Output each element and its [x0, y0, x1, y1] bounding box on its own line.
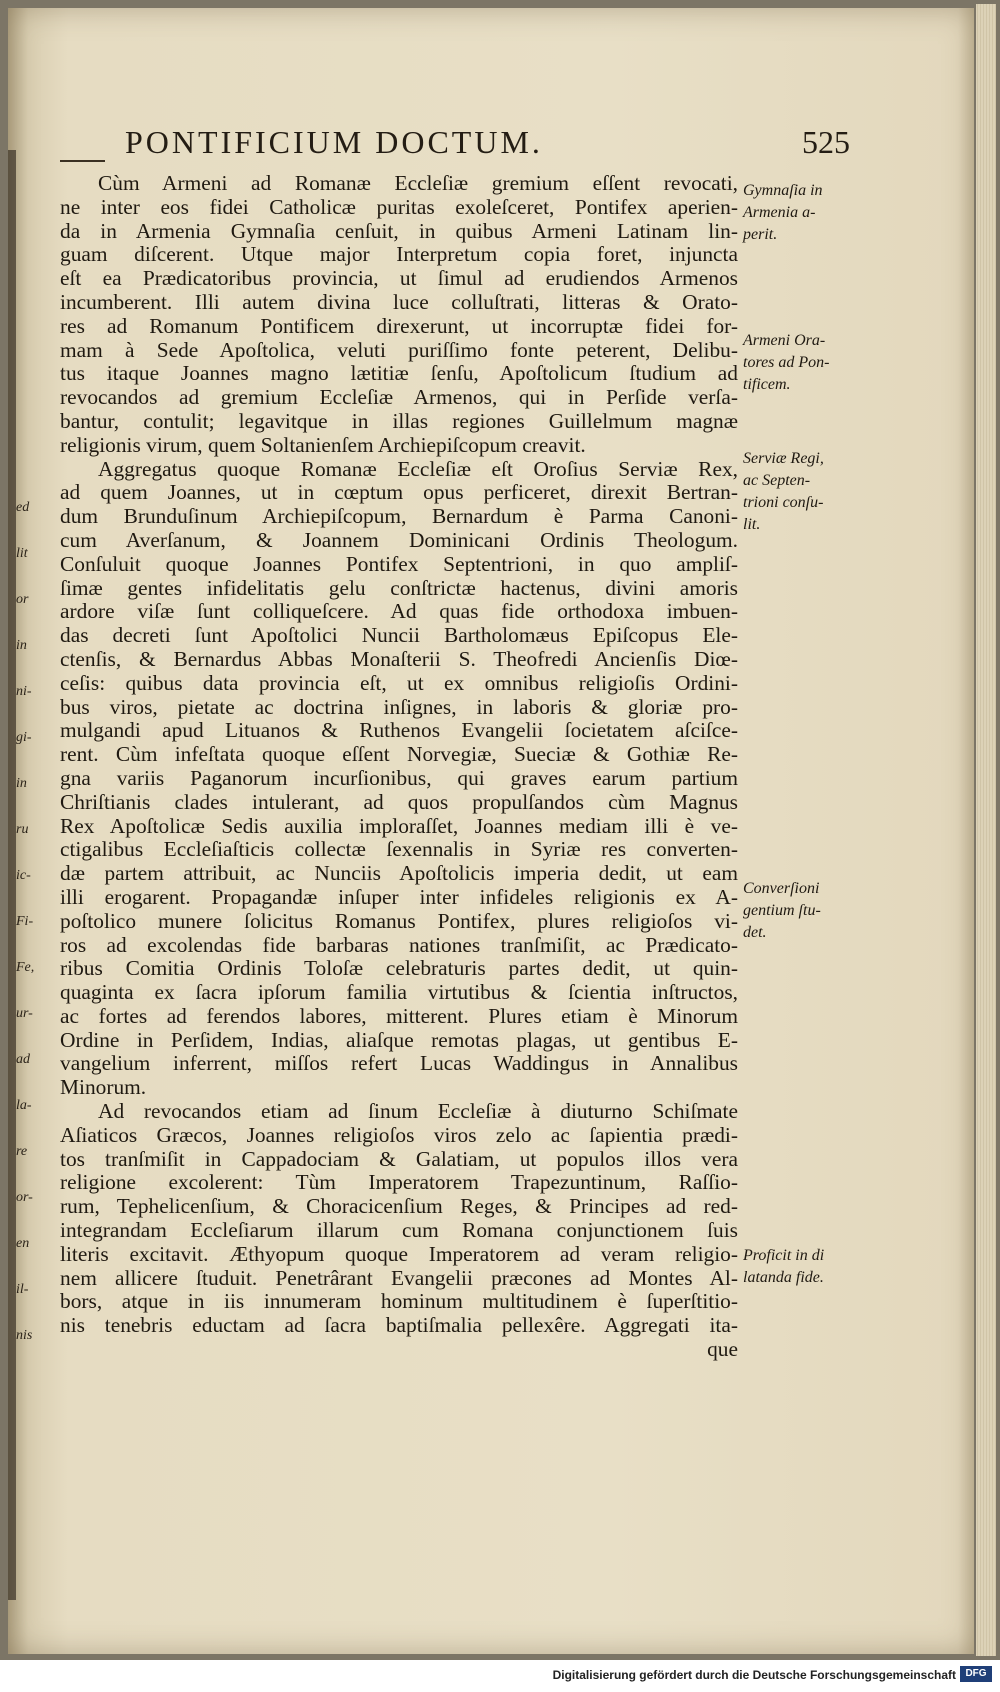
text-line: cum Averſanum, & Joannem Dominicani Ordinis Theologum. [60, 527, 738, 552]
text-line: vangelium inferrent, miſſos refert Lucas Waddingus in Annalibus [60, 1051, 738, 1076]
margin-note-line: Serviæ Regi, [743, 450, 824, 467]
text-line: guam diſcerent. Utque major Interpretum copia foret, injuncta [60, 242, 738, 267]
facing-page-fragment: ni- [16, 684, 32, 699]
text-line: dum Brunduſinum Archiepiſcopum, Bernardum è Parma Canoni- [60, 504, 738, 529]
text-line: mulgandi apud Lituanos & Ruthenos Evangelii ſocietatem aſciſce- [60, 718, 738, 743]
text-line: Chriſtianis clades intulerant, ad quos propulſandos cùm Magnus [60, 789, 738, 814]
margin-note-line: det. [743, 924, 767, 941]
facing-page-fragment: gi- [16, 730, 32, 745]
facing-page-fragment: nis [16, 1328, 33, 1343]
text-line: rum, Tephelicenſium, & Choracicenſium Reges, & Principes ad red- [60, 1194, 738, 1219]
text-line: mam à Sede Apoſtolica, veluti puriſſimo fonte peterent, Delibu- [60, 337, 738, 362]
text-line: dæ partem attribuit, ac Nunciis Apoſtolicis imperia dedit, ut eam [60, 861, 738, 886]
text-line: bus viros, pietate ac doctrina inſignes, in laboris & gloriæ pro- [60, 694, 738, 719]
funding-credit: Digitalisierung gefördert durch die Deutsche Forschungsgemeinschaft [552, 1668, 956, 1682]
facing-page-fragment: en [16, 1236, 30, 1251]
page-edge [976, 4, 996, 1656]
text-line: ribus Comitia Ordinis Toloſæ celebraturis partes dedit, ut quin- [60, 956, 738, 981]
text-line: revocandos ad gremium Eccleſiæ Armenos, qui in Perſide verſa- [60, 385, 738, 410]
text-line: ardore viſæ ſunt colliqueſcere. Ad quas fide orthodoxa imbuen- [60, 599, 738, 624]
text-line: incumberent. Illi autem divina luce colluſtrati, litteras & Orato- [60, 289, 738, 314]
text-line: ceſis: quibus data provincia eſt, ut ex omnibus religioſis Ordini- [60, 670, 738, 695]
facing-page-fragment: ic- [16, 868, 31, 883]
text-line: ad quem Joannes, ut in cœptum opus perficeret, direxit Bertran- [60, 480, 738, 505]
margin-note-line: gentium ſtu- [743, 902, 821, 919]
text-line: Minorum. [60, 1075, 147, 1100]
facing-page-fragment: lit [16, 546, 28, 561]
text-line: bors, atque in iis innumeram hominum multitudinem è ſuperſtitio- [60, 1289, 738, 1314]
margin-note-line: perit. [743, 226, 778, 243]
text-line: ne inter eos fidei Catholicæ puritas exoleſceret, Pontifex aperien- [60, 194, 738, 219]
page-header [125, 124, 850, 168]
text-line: ros ad excolendas fide barbaras nationes tranſmiſit, ac Prædicato- [60, 932, 738, 957]
text-line: religionis virum, quem Soltanienſem Archiepiſcopum creavit. [60, 432, 586, 457]
facing-page-fragment: or [16, 592, 29, 607]
margin-note-line: Proficit in di [743, 1247, 825, 1264]
text-line: literis excitavit. Æthyopum quoque Imperatorem ad veram religio- [60, 1241, 738, 1266]
footer-bar [0, 1660, 1000, 1692]
margin-note [743, 448, 838, 536]
text-line: das decreti ſunt Apoſtolici Nuncii Bartholomæus Epiſcopus Ele- [60, 623, 738, 648]
text-line: illi erogarent. Propagandæ inſuper inter infideles religionis ex A- [60, 884, 738, 909]
text-line: ac fortes ad ferendos labores, mitterent. Plures etiam è Minorum [60, 1003, 738, 1028]
text-line: tus itaque Joannes magno lætitiæ ſenſu, Apoſtolicum ſtudium ad [60, 361, 738, 386]
margin-note-line: ac Septen- [743, 472, 811, 489]
margin-note-line: latanda fide. [743, 1269, 824, 1286]
facing-page-fragment: in [16, 776, 27, 791]
text-line: Ad revocandos etiam ad ſinum Eccleſiæ à diuturno Schiſmate [98, 1099, 738, 1124]
text-line: tos tranſmiſit in Cappadociam & Galatiam, ut populos illos vera [60, 1146, 738, 1171]
text-line: quaginta ex ſacra ipſorum familia virtutibus & ſcientia inſtructos, [60, 980, 738, 1005]
text-line: ctenſis, & Bernardus Abbas Monaſterii S. Theofredi Ancienſis Diœ- [60, 646, 738, 671]
margin-note-line: Converſioni [743, 880, 820, 897]
margin-note-line: Gymnaſia in [743, 182, 823, 199]
facing-page-fragment: ur- [16, 1006, 33, 1021]
binding-gutter [8, 150, 16, 1600]
facing-page-fragment: Fe, [16, 960, 35, 975]
margin-note-line: trioni conſu- [743, 494, 824, 511]
facing-page-fragment: ru [16, 822, 29, 837]
margin-note [743, 878, 838, 944]
text-line: Aggregatus quoque Romanæ Eccleſiæ eſt Oroſius Serviæ Rex, [98, 456, 738, 481]
text-line: bantur, contulit; legavitque in illas regiones Guillelmum magnæ [60, 408, 738, 433]
text-line: res ad Romanum Pontificem direxerunt, ut incorruptæ fidei for- [60, 313, 738, 338]
facing-page-fragments [16, 150, 40, 1343]
text-line: integrandam Eccleſiarum illarum cum Romana conjunctionem ſuis [60, 1218, 738, 1243]
text-line: nis tenebris eductam ad ſacra baptiſmalia pellexêre. Aggregati ita- [60, 1313, 738, 1338]
facing-page-fragment: il- [16, 1282, 29, 1297]
facing-page-fragment: re [16, 1144, 28, 1159]
facing-page-fragment: in [16, 638, 27, 653]
running-title: PONTIFICIUM DOCTUM. [125, 124, 543, 160]
text-line: gna variis Paganorum incurſionibus, qui graves earum partium [60, 765, 738, 790]
text-line: Cùm Armeni ad Romanæ Eccleſiæ gremium eſſent revocati, [98, 171, 738, 195]
margin-note-line: lit. [743, 516, 761, 533]
text-line: Ordine in Perſidem, Indias, aliaſque remotas plagas, ut gentibus E- [60, 1027, 738, 1052]
text-line: rent. Cùm infeſtata quoque eſſent Norvegiæ, Sueciæ & Gothiæ Re- [60, 742, 738, 767]
margin-note [743, 1245, 838, 1289]
margin-note [743, 180, 838, 246]
text-line: ſimæ gentes infidelitatis gelu conſtrictæ hactenus, divini amoris [60, 575, 738, 600]
margin-note-line: tores ad Pon- [743, 354, 830, 371]
text-line: eſt ea Prædicatoribus provincia, ut ſimul ad erudiendos Armenos [60, 266, 738, 291]
page-number: 525 [802, 124, 850, 160]
margin-note-line: Armeni Ora- [743, 332, 826, 349]
text-line: Aſiaticos Græcos, Joannes religioſos viros zelo ac ſapientia prædi- [60, 1122, 738, 1147]
text-line: da in Armenia Gymnaſia cenſuit, in quibus Armeni Latinam lin- [60, 218, 738, 243]
text-line: Rex Apoſtolicæ Sedis auxilia imploraſſet, Joannes mediam illi è ve- [60, 813, 738, 838]
facing-page-fragment: or- [16, 1190, 33, 1205]
margin-note [743, 330, 838, 396]
body-text [60, 172, 738, 1362]
dfg-logo: DFG [960, 1666, 992, 1682]
catchword: que [707, 1337, 738, 1362]
facing-page-fragment: la- [16, 1098, 32, 1113]
text-line: ctigalibus Eccleſiaſticis collectæ ſexennalis in Syriæ res converten- [60, 837, 738, 862]
text-line: Conſuluit quoque Joannes Pontifex Septentrioni, in quo ampliſ- [60, 551, 738, 576]
margin-note-line: Armenia a- [743, 204, 816, 221]
text-line: poſtolico munere ſolicitus Romanus Pontifex, plures religioſos vi- [60, 908, 738, 933]
margin-note-line: tificem. [743, 376, 791, 393]
text-line: religione excolerent: Tùm Imperatorem Trapezuntinum, Raſſio- [60, 1170, 738, 1195]
facing-page-fragment: ad [16, 1052, 30, 1067]
facing-page-fragment: Fi- [16, 914, 34, 929]
facing-page-fragment: ed [16, 500, 30, 515]
header-rule [60, 160, 105, 162]
text-line: nem allicere ſtuduit. Penetrârant Evangelii præcones ad Montes Al- [60, 1265, 738, 1290]
